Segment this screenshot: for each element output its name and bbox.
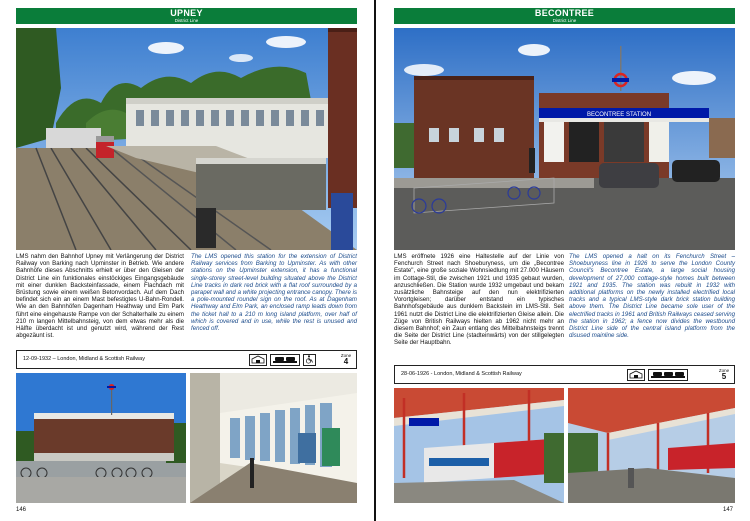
line-name: District Line — [16, 18, 357, 23]
photo-becontree-platform-train — [394, 388, 564, 503]
station-header — [394, 8, 735, 24]
main-photo-upney — [16, 28, 357, 250]
becontree-photo-illustration — [394, 28, 735, 250]
upney-entrance-illustration — [16, 373, 186, 503]
description-english: The LMS opened a halt on its Fenchurch Street – Shoeburyness line in 1926 to serve the London County Council's Becontree Estate, a large social housing development of 27,000 cottage-style homes built between 1921 and 1935. The station was rebuilt in 1932 with additional platforms on the newly installed electrified local tracks and a typical LMS-style dark brick station building above them. The District Line became sole user of the electrified tracks in 1961 and British Railways ceased serving the station in 1962; a fence now divides the westbound District Line side of the central island platform from the disused mainline side. — [569, 253, 735, 340]
description-german: LMS eröffnete 1926 eine Haltestelle auf der Linie von Fenchurch Street nach Shoeburyness, um die „Becontree Estate", eine große soziale Wohnsiedlung mit 27.000 Häusern im Cottage-Stil, die zwischen 1921 und 1935 gebaut wurden, anzuschließen. Die Station wurde 1932 umgebaut und bekam zusätzliche Bahnsteige auf den nun elektrifizierten Vorortgleisen; darüber entstand ein typisches Bahnhofsgebäude aus dunklem Backstein im LMS-Stil. Seit 1961 nutzt die District Line die elektrifizierten Gleise allein. Die Züge von British Railways hielten ab 1962 nicht mehr an diesem Bahnhof; ein Zaun entlang des Mittelbahnsteigs trennt die Seite der District Line (stadteinwärts) von der stillgelegten Seite der Hauptbahn. — [394, 253, 564, 347]
becontree-island-illustration — [568, 388, 735, 503]
line-name: District Line — [394, 18, 735, 23]
zone-label: Zone — [340, 353, 352, 358]
right-page — [375, 0, 750, 521]
zone-number: 5 — [721, 372, 727, 381]
info-bar — [394, 365, 735, 384]
station-title: UPNEY — [170, 8, 203, 18]
facility-icons — [249, 354, 316, 365]
zone-number: 4 — [343, 357, 349, 366]
description-german: LMS nahm den Bahnhof Upney mit Verlängerung der District Railway von Barking nach Upminster in Betrieb. Wie andere Bahnhöfe dieses Abschnitts erhielt er über den Gleisen der District Line ein funktionales einstöckiges Eingangsgebäude mit einer dunklen Backsteinfassade, einem Flachdach mit Brüstung sowie einem weißen Betonvordach. Auf dem Dach befindet sich ein an einem Mast befestigtes U-Bahn-Rondell. Wie an den Bahnhöfen Dagenham Heathway und Elm Park führt eine eingehauste Rampe von der Schalterhalle zu einem 210 m langen Mittelbahnsteig, von dem etwas mehr als die Hälfte überdacht ist und genutzt wird, während der Rest abgezäunt ist. — [16, 253, 184, 340]
description-english: The LMS opened this station for the extension of District Railway services from Barking to Upminster. As with other stations on the Upminster extension, it has a functional single-storey street-level building situated above the District Line tracks in dark red brick with a flat roof surrounded by a parapet wall and a white projecting entrance canopy. There is a pole-mounted roundel sign on the roof. As at Dagenham Heathway and Elm Park, an enclosed ramp leads down from the ticket hall to a 210 m long island platform, over half of which is covered and in use, while the rest is unused and fenced off. — [191, 253, 357, 333]
info-bar — [16, 350, 357, 369]
station-header — [16, 8, 357, 24]
opening-caption: 12-09-1932 – London, Midland & Scottish Railway — [23, 356, 145, 362]
page-number: 146 — [16, 507, 27, 513]
wheelchair-icon — [303, 354, 316, 366]
photo-becontree-island-platform — [568, 388, 735, 503]
opening-caption: 28-06-1926 - London, Midland & Scottish Railway — [401, 371, 522, 377]
upney-photo-illustration — [16, 28, 357, 250]
station-title: BECONTREE — [534, 8, 595, 18]
station-sign-text: BECONTREE STATION — [586, 112, 652, 118]
zone-indicator — [340, 353, 352, 365]
platform-icon — [648, 369, 688, 381]
zone-label: Zone — [718, 368, 730, 373]
photo-upney-ramp — [190, 373, 357, 503]
page-number: 147 — [723, 507, 734, 513]
zone-indicator — [718, 368, 730, 380]
becontree-platform-illustration — [394, 388, 564, 503]
station-building-icon — [627, 369, 645, 381]
station-building-icon — [249, 354, 267, 366]
facility-icons — [627, 369, 688, 380]
photo-upney-entrance — [16, 373, 186, 503]
main-photo-becontree — [394, 28, 735, 250]
platform-icon — [270, 354, 300, 366]
upney-ramp-illustration — [190, 373, 357, 503]
